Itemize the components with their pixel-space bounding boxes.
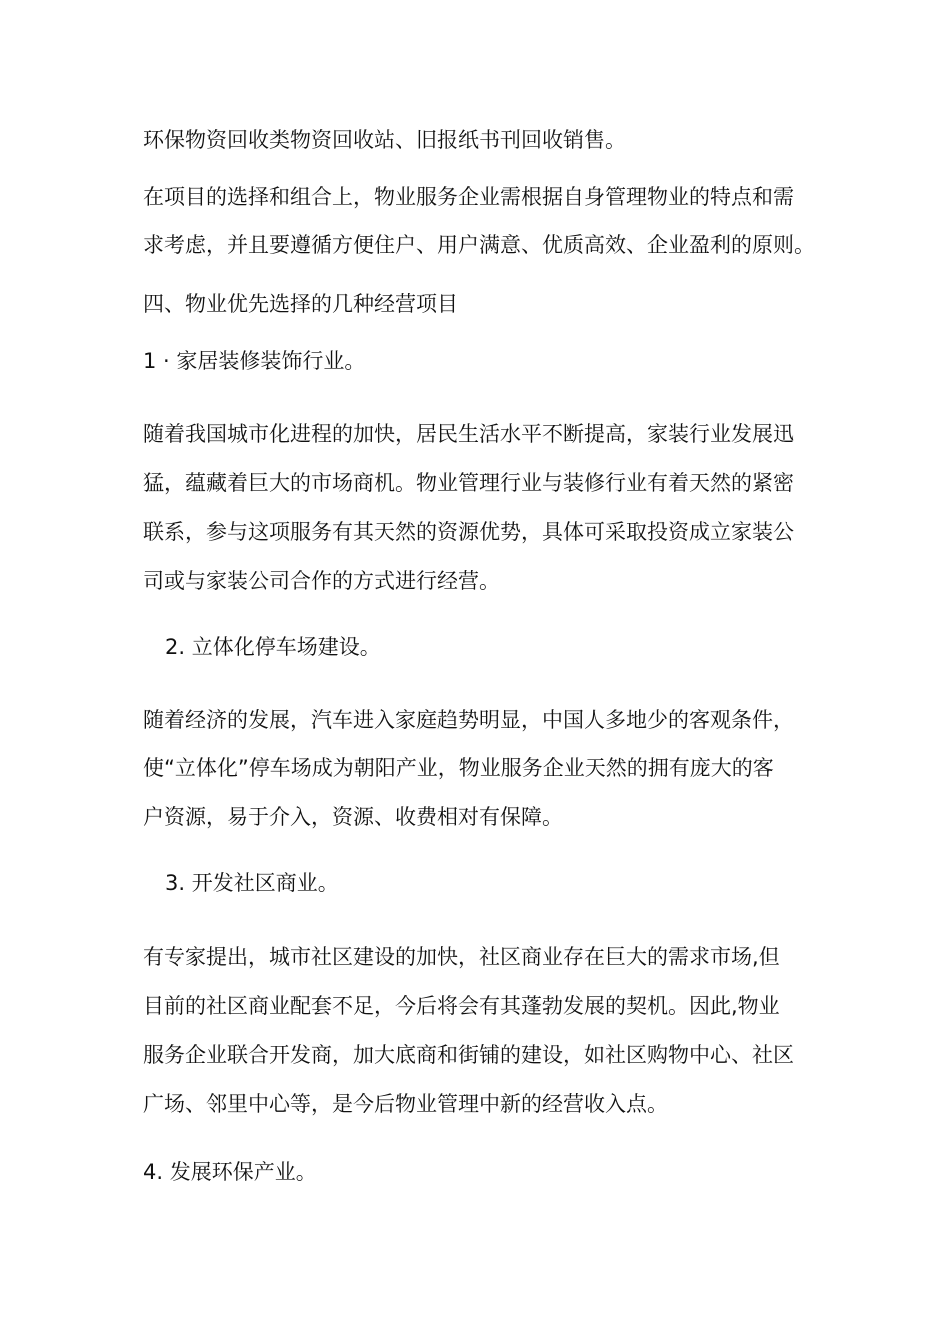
text-line: 使“立体化”停车场成为朝阳产业，物业服务企业天然的拥有庞大的客 — [143, 756, 774, 780]
text-line: 司或与家装公司合作的方式进行经营。 — [143, 569, 500, 593]
text-line: 在项目的选择和组合上，物业服务企业需根据自身管理物业的特点和需 — [143, 185, 794, 209]
list-item-heading: 3. 开发社区商业。 — [165, 871, 339, 895]
list-item-heading: 1 · 家居装修装饰行业。 — [143, 349, 366, 373]
text-line: 环保物资回收类物资回收站、旧报纸书刊回收销售。 — [143, 128, 626, 152]
text-line: 联系，参与这项服务有其天然的资源优势，具体可采取投资成立家装公 — [143, 520, 794, 544]
text-line: 广场、邻里中心等，是今后物业管理中新的经营收入点。 — [143, 1092, 668, 1116]
list-item-heading: 4. 发展环保产业。 — [143, 1160, 317, 1184]
text-line: 猛，蕴藏着巨大的市场商机。物业管理行业与装修行业有着天然的紧密 — [143, 471, 794, 495]
text-line: 求考虑，并且要遵循方便住户、用户满意、优质高效、企业盈利的原则。 — [143, 233, 815, 257]
text-line: 目前的社区商业配套不足，今后将会有其蓬勃发展的契机。因此,物业 — [143, 994, 780, 1018]
text-line: 有专家提出，城市社区建设的加快，社区商业存在巨大的需求市场,但 — [143, 945, 780, 969]
text-line: 户资源，易于介入，资源、收费相对有保障。 — [143, 805, 563, 829]
list-item-heading: 2. 立体化停车场建设。 — [165, 635, 381, 659]
text-line: 随着我国城市化进程的加快，居民生活水平不断提高，家装行业发展迅 — [143, 422, 794, 446]
text-line: 随着经济的发展，汽车进入家庭趋势明显，中国人多地少的客观条件， — [143, 708, 794, 732]
section-heading: 四、物业优先选择的几种经营项目 — [143, 292, 458, 316]
text-line: 服务企业联合开发商，加大底商和街铺的建设，如社区购物中心、社区 — [143, 1043, 794, 1067]
